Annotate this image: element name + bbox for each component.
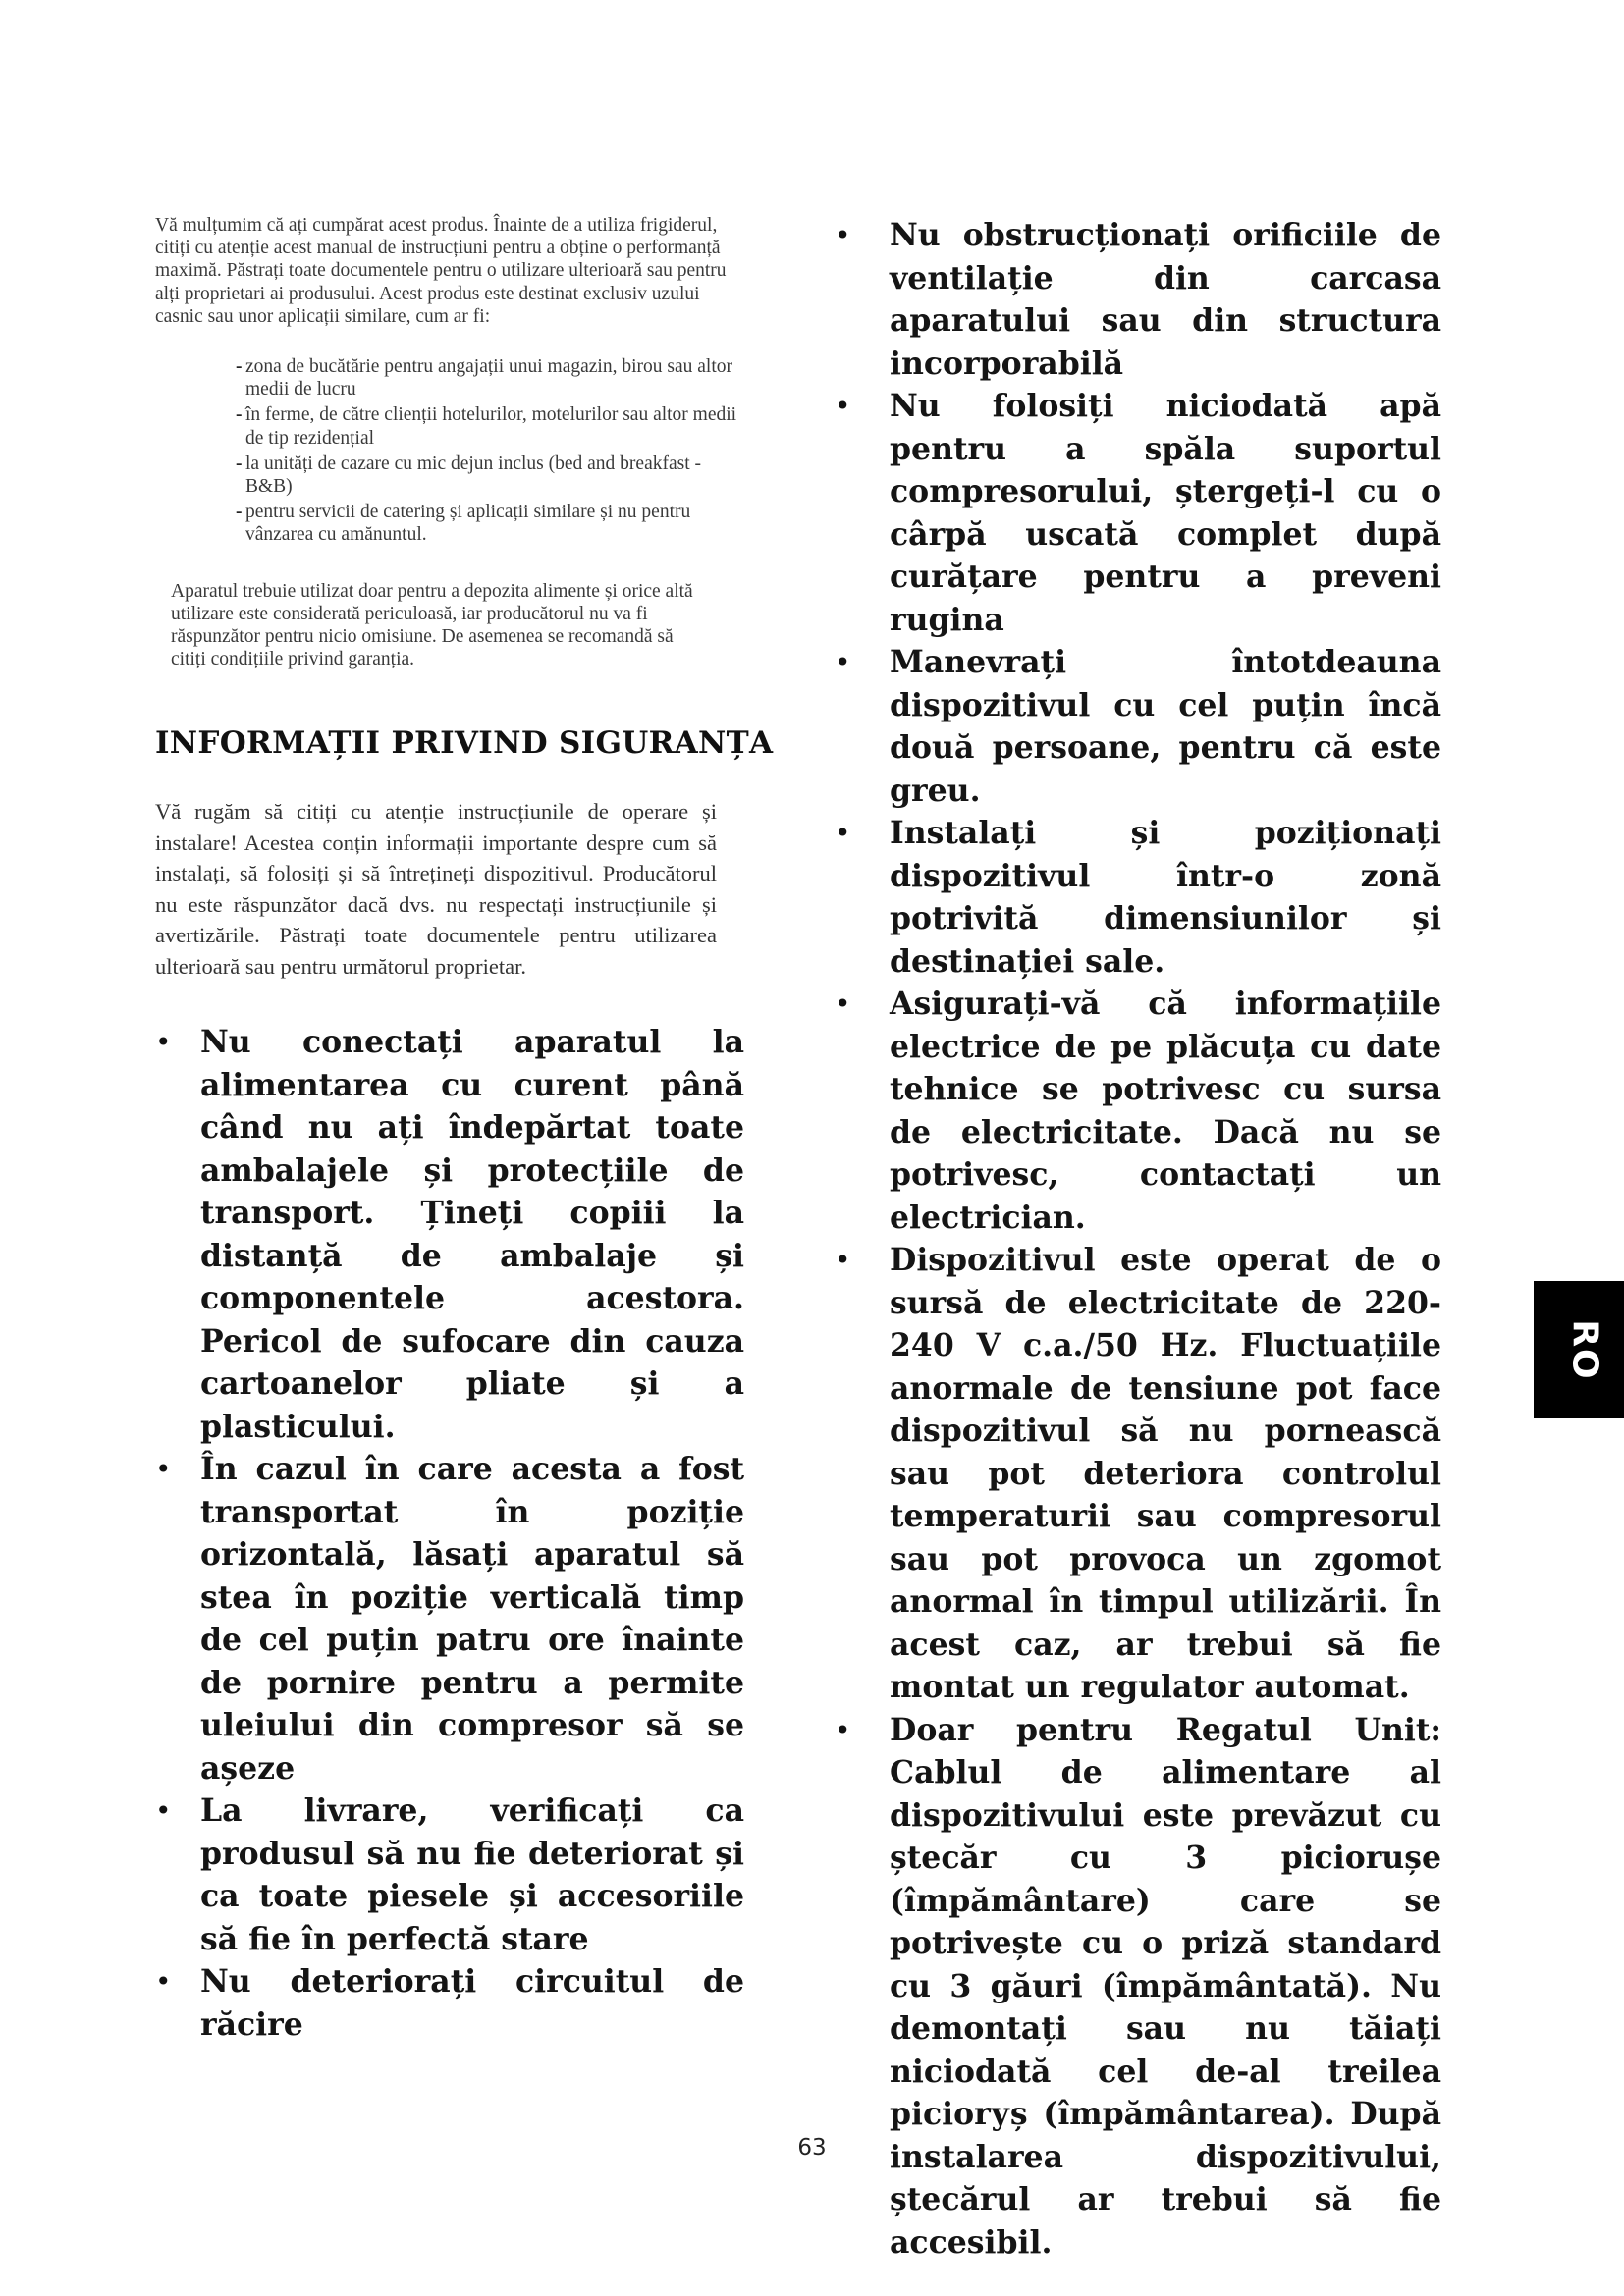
- usage-list: [236, 355, 746, 547]
- safety-heading: INFORMAȚII PRIVIND SIGURANȚA: [155, 725, 774, 762]
- right-column: [835, 214, 1441, 2264]
- left-column: [155, 214, 774, 2046]
- safety-bullet: • Nu deteriorați circuitul de răcire: [155, 1960, 744, 2046]
- usage-list-item: - în ferme, de către clienții hotelurilor, motelurilor sau altor medii de tip rezidențial: [236, 403, 746, 449]
- language-tab-label: RO: [1564, 1318, 1605, 1381]
- safety-bullet: • Nu obstrucționați orificiile de ventilație din carcasa aparatului sau din structura incorporabilă: [835, 214, 1441, 385]
- safety-bullet: • La livrare, verificați ca produsul să nu fie deteriorat și ca toate piesele și accesoriile să fie în perfectă stare: [155, 1789, 744, 1960]
- usage-list-item: - zona de bucătărie pentru angajații unui magazin, birou sau altor medii de lucru: [236, 355, 746, 400]
- safety-bullets-left: [155, 1021, 744, 2046]
- intro-paragraph: Vă mulțumim că ați cumpărat acest produs. Înainte de a utiliza frigiderul, citiți cu atenție acest manual de instrucțiuni pentru a obține o performanță maximă. Păstrați toate documentele pentru o utilizare ulterioară sau pentru alți proprietari ai produsului. Acest produs este destinat exclusiv uzului casnic sau unor aplicații similare, cum ar fi:: [155, 215, 727, 327]
- safety-bullet: • Doar pentru Regatul Unit: Cablul de alimentare al dispozitivului este prevăzut cu ștecăr cu 3 piciorușe (împământare) care se potrivește cu o priză standard cu 3 găuri (împământată). Nu demontați sau nu tăiați niciodată cel de-al treilea piciorуș (împământarea). După instalarea dispozitivului, ștecărul ar trebui să fie accesibil.: [835, 1709, 1441, 2265]
- page-number: 63: [797, 2135, 827, 2161]
- safety-bullets-right: [835, 214, 1441, 2264]
- safety-bullet: • Nu conectați aparatul la alimentarea cu curent până când nu ați îndepărtat toate ambalajele și protecțiile de transport. Țineți copiii la distanță de ambalaje și componentele acestora. Pericol de sufocare din cauza cartoanelor pliate și a plasticului.: [155, 1021, 744, 1448]
- usage-list-item: - pentru servicii de catering și aplicații similare și nu pentru vânzarea cu amănuntul.: [236, 501, 746, 546]
- safety-bullet: • Dispozitivul este operat de o sursă de electricitate de 220-240 V c.a./50 Hz. Fluctuațiile anormale de tensiune pot face dispozitivul să nu pornească sau pot deteriora controlul temperaturii sau compresorul sau pot provoca un zgomot anormal în timpul utilizării. În acest caz, ar trebui să fie montat un regulator automat.: [835, 1239, 1441, 1709]
- intro-closing-paragraph: Aparatul trebuie utilizat doar pentru a depozita alimente și orice altă utilizare este considerată periculoasă, iar producătorul nu va fi răspunzător pentru nicio omisiune. De asemenea se recomandă să citiți condițiile privind garanția.: [171, 580, 693, 670]
- safety-bullet: • În cazul în care acesta a fost transportat în poziție orizontală, lăsați aparatul să stea în poziție verticală timp de cel puțin patru ore înainte de pornire pentru a permite uleiului din compresor să se așeze: [155, 1448, 744, 1789]
- safety-bullet: • Instalați și poziționați dispozitivul într-o zonă potrivită dimensiunilor și destinației sale.: [835, 812, 1441, 983]
- safety-bullet: • Asigurați-vă că informațiile electrice de pe plăcuța cu date tehnice se potrivesc cu sursa de electricitate. Dacă nu se potrivesc, contactați un electrician.: [835, 983, 1441, 1239]
- safety-bullet: • Manevrați întotdeauna dispozitivul cu cel puțin încă două persoane, pentru că este greu.: [835, 641, 1441, 812]
- language-tab: [1534, 1281, 1624, 1418]
- safety-intro-paragraph: Vă rugăm să citiți cu atenție instrucțiunile de operare și instalare! Acestea conțin informații importante despre cum să instalați, să folosiți și să întrețineți dispozitivul. Producătorul nu este răspunzător dacă dvs. nu respectați instrucțiunile și avertizările. Păstrați toate documentele pentru utilizarea ulterioară sau pentru următorul proprietar.: [155, 799, 717, 979]
- usage-list-item: - la unități de cazare cu mic dejun inclus (bed and breakfast -B&B): [236, 453, 746, 498]
- safety-bullet: • Nu folosiți niciodată apă pentru a spăla suportul compresorului, ștergeți-l cu o cârpă uscată complet după curățare pentru a preveni rugina: [835, 385, 1441, 641]
